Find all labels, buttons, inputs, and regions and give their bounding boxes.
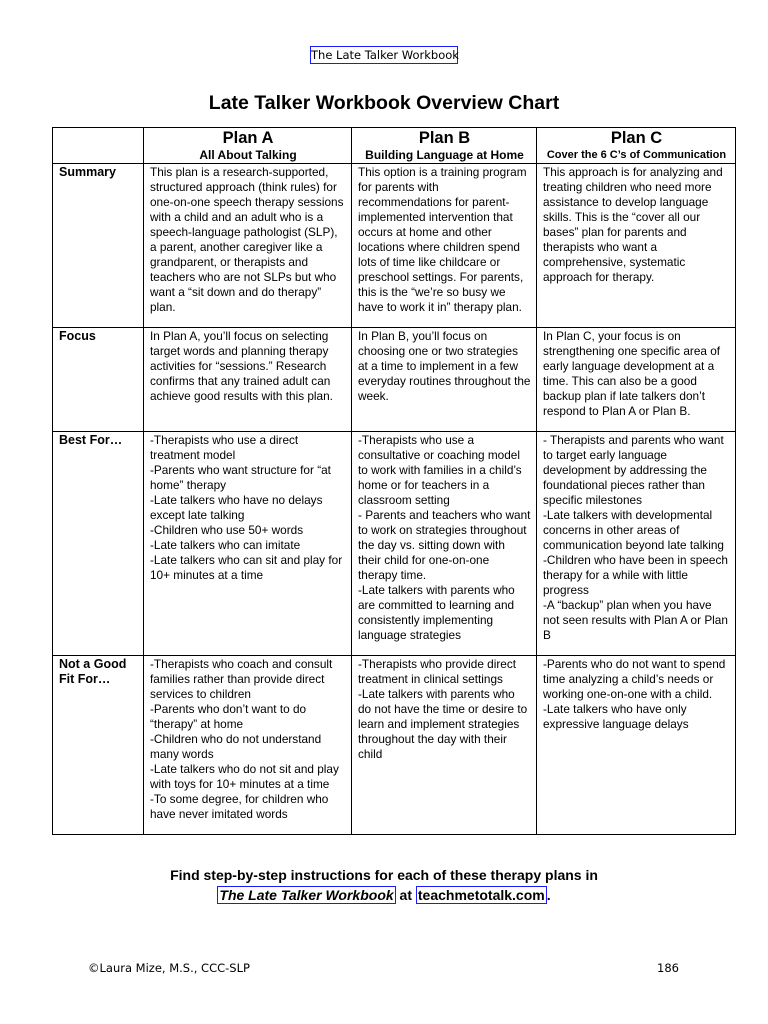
plan-title: Plan C [610, 129, 663, 147]
table-cell: -Parents who do not want to spend time analyzing a child’s needs or working one-on-one with a child. -Late talkers who have only expressive language delays [537, 656, 736, 835]
table-row-best-for [53, 432, 736, 656]
footer-note-line-2 [0, 885, 768, 905]
footer-note-line: Find step-by-step instructions for each of these therapy plans in [170, 867, 598, 883]
plan-title: Plan B [418, 129, 471, 147]
table-cell: -Therapists who use a direct treatment model -Parents who want structure for “at home” therapy -Late talkers who have no delays except late talking -Children who use 50+ words -Late talkers who can imitate -Late talkers who can sit and play for 10+ minutes at a time [144, 432, 352, 656]
row-label: Focus [53, 328, 144, 432]
page-title: Late Talker Workbook Overview Chart [208, 92, 560, 114]
row-label: Not a Good Fit For… [53, 656, 144, 835]
table-cell: This approach is for analyzing and treating children who need more assistance to develop language skills. This is the “cover all our bases” plan for parents and therapists who want a comprehensive, systematic approach for therapy. [537, 164, 736, 328]
table-cell: In Plan B, you’ll focus on choosing one or two strategies at a time to implement in a few everyday routines throughout the week. [352, 328, 537, 432]
copyright-text: ©Laura Mize, M.S., CCC-SLP [88, 961, 250, 975]
table-cell: -Therapists who provide direct treatment in clinical settings -Late talkers with parents who do not have the time or desire to learn and implement strategies throughout the day with their child [352, 656, 537, 835]
table-row-summary [53, 164, 736, 328]
row-label: Best For… [53, 432, 144, 656]
table-cell: This option is a training program for parents with recommendations for parent-implemented intervention that occurs at home and other locations where children spend lots of time like childcare or preschool settings. For parents, this is the “we’re so busy we have to work it in” therapy plan. [352, 164, 537, 328]
table-cell: -Therapists who use a consultative or coaching model to work with families in a child’s home or for teachers in a classroom setting - Parents and teachers who want to work on strategies throughout the day vs. sitting down with their child for one-on-one therapy time. -Late talkers with parents who are committed to learning and consistently implementing language strategies [352, 432, 537, 656]
plan-b-header [352, 128, 537, 164]
table-cell: - Therapists and parents who want to target early language development by addressing the foundational pieces rather than specific milestones -Late talkers with developmental concerns in other areas of communication beyond late talking -Children who have been in speech therapy for a while with little progress -A “backup” plan when you have not seen results with Plan A or Plan B [537, 432, 736, 656]
table-row-not-a-good-fit [53, 656, 736, 835]
table-cell: In Plan A, you’ll focus on selecting target words and planning therapy activities for “sessions.” Research confirms that any trained adult can achieve good results with this plan. [144, 328, 352, 432]
website-link[interactable]: teachmetotalk.com [417, 887, 545, 903]
table-row-focus [53, 328, 736, 432]
end-punctuation: . [546, 887, 551, 903]
footer-note [0, 865, 768, 905]
plan-c-header [537, 128, 736, 164]
table-header-row [53, 128, 736, 164]
table-cell: -Therapists who coach and consult families rather than provide direct services to children -Parents who don’t want to do “therapy” at home -Children who do not understand many words -Late talkers who do not sit and play with toys for 10+ minutes at a time -To some degree, for children who have never imitated words [144, 656, 352, 835]
plan-subtitle: Building Language at Home [365, 148, 524, 162]
header-empty-cell [53, 128, 144, 164]
book-link[interactable]: The Late Talker Workbook [219, 887, 394, 903]
table-cell: This plan is a research-supported, structured approach (think rules) for one-on-one speech therapy sessions with a child and an adult who is a speech-language pathologist (SLP), a parent, another caregiver like a grandparent, or therapists and teachers who are not SLPs but who want a “sit down and do therapy” plan. [144, 164, 352, 328]
overview-table [52, 127, 736, 835]
plan-subtitle: All About Talking [199, 148, 297, 162]
page-number: 186 [657, 961, 679, 975]
plan-a-header [144, 128, 352, 164]
row-label: Summary [53, 164, 144, 328]
table-cell: In Plan C, your focus is on strengthening one specific area of early language development at a time. This can also be a good backup plan if late talkers don’t respond to Plan A or Plan B. [537, 328, 736, 432]
plan-subtitle: Cover the 6 C’s of Communication [546, 149, 727, 161]
connector-text: at [395, 887, 416, 903]
header-book-link[interactable]: The Late Talker Workbook [311, 48, 459, 62]
plan-title: Plan A [222, 129, 274, 147]
